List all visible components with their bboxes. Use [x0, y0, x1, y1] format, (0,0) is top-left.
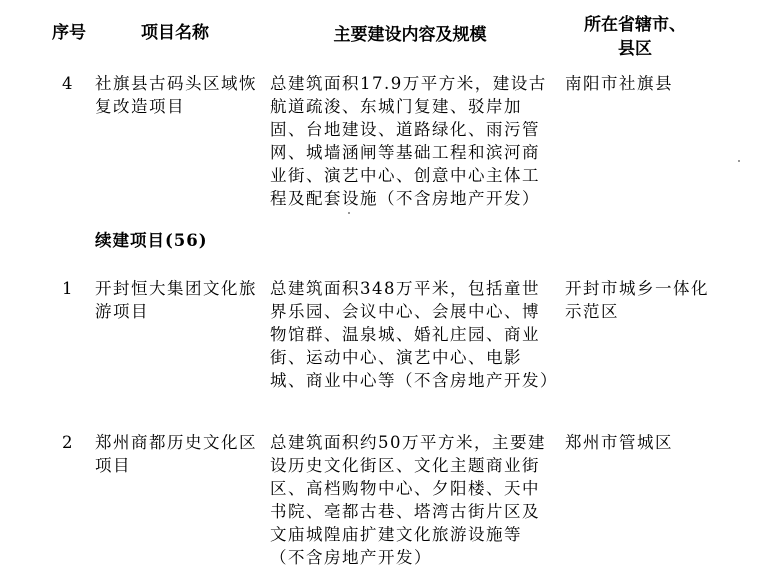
header-no: 序号	[52, 23, 86, 43]
table-row-location: 南阳市社旗县	[565, 74, 673, 93]
section-title: 续建项目(56)	[95, 231, 208, 250]
table-row-location: 郑州市管城区	[565, 433, 673, 452]
header-location-line1: 所在省辖市、	[584, 15, 686, 35]
scan-speck	[348, 212, 350, 214]
table-row-content: 总建筑面积348万平米，包括童世界乐园、会议中心、会展中心、博物馆群、温泉城、婚礼庄园、商业街、运动中心、演艺中心、电影城、商业中心等（不含房地产开发）	[270, 279, 558, 390]
table-row-location: 开封市城乡一体化示范区	[565, 279, 709, 321]
table-row-no: 1	[62, 279, 74, 298]
table-row-no: 4	[62, 74, 74, 93]
table-row-name: 开封恒大集团文化旅游项目	[95, 279, 257, 321]
table-row-no: 2	[62, 433, 74, 452]
table-row-content: 总建筑面积17.9万平方米，建设古航道疏浚、东城门复建、驳岸加固、台地建设、道路绿化、雨污管网、城墙涵闸等基础工程和滨河商业街、演艺中心、创意中心主体工程及配套设施（不含房地产开发）	[270, 74, 547, 208]
header-location-line2: 县区	[618, 39, 652, 59]
table-row-name: 社旗县古码头区域恢复改造项目	[95, 74, 257, 116]
header-content: 主要建设内容及规模	[333, 25, 487, 45]
table-row-name: 郑州商都历史文化区项目	[95, 433, 257, 475]
header-project-name: 项目名称	[141, 23, 209, 43]
scan-speck	[738, 160, 740, 162]
table-row-content: 总建筑面积约50万平方米，主要建设历史文化街区、文化主题商业街区、高档购物中心、夕阳楼、天中书院、亳都古巷、塔湾古街片区及文庙城隍庙扩建文化旅游设施等（不含房地产开发）	[270, 433, 546, 567]
